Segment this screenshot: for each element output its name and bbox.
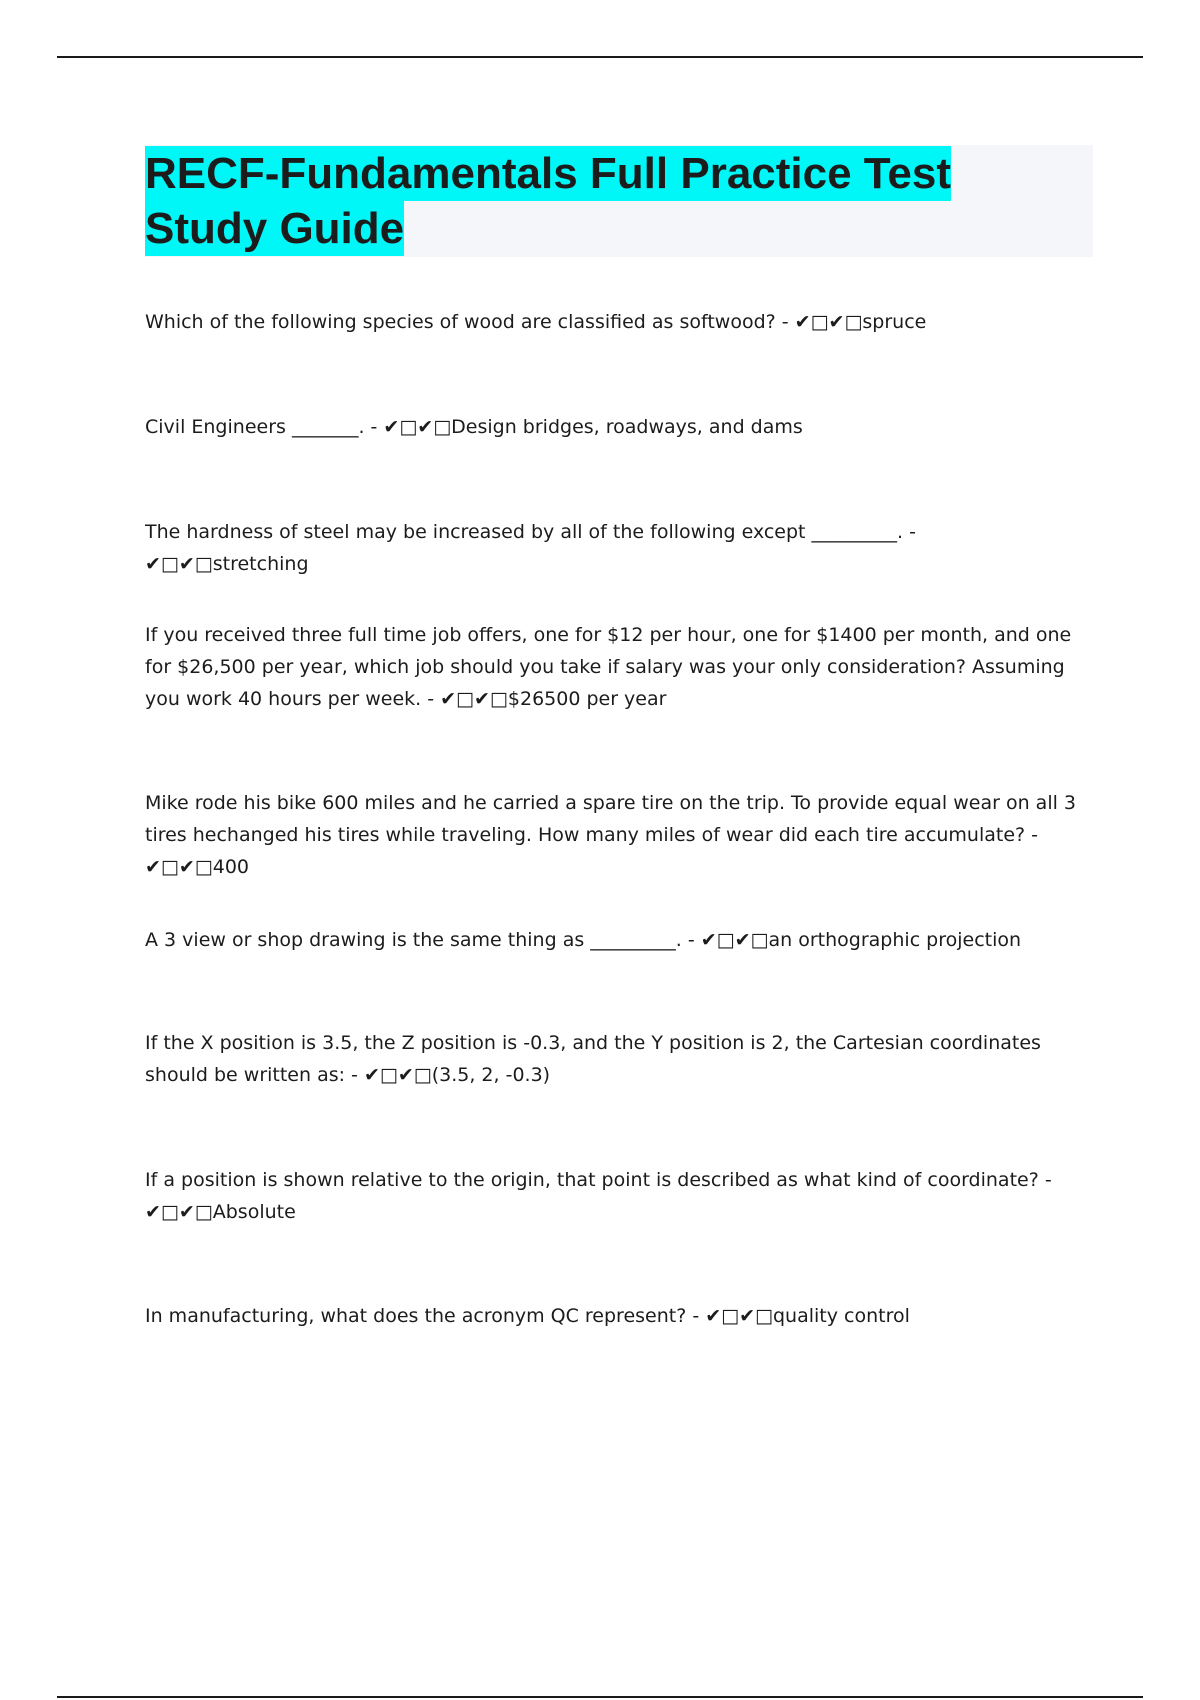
answer-text: $26500 per year — [507, 688, 667, 710]
checkmark-icon: ✔□✔□ — [383, 416, 452, 438]
answer-text: stretching — [212, 553, 309, 575]
checkmark-icon: ✔□✔□ — [363, 1064, 432, 1086]
question-text: A 3 view or shop drawing is the same thing as _________. - — [145, 929, 701, 951]
answer-text: quality control — [773, 1305, 910, 1327]
question-text: The hardness of steel may be increased by all of the following except _________. - — [145, 521, 916, 543]
qa-item — [145, 306, 1085, 338]
question-text: Which of the following species of wood are classified as softwood? - — [145, 311, 795, 333]
question-text: If the X position is 3.5, the Z position is -0.3, and the Y position is 2, the Cartesian coordinates should be written as: - — [145, 1032, 1041, 1086]
qa-item — [145, 411, 1085, 443]
page-title-line-2: Study Guide — [145, 201, 404, 256]
checkmark-icon: ✔□✔□ — [145, 1201, 213, 1223]
checkmark-icon: ✔□✔□ — [440, 688, 508, 710]
answer-text: Absolute — [212, 1201, 296, 1223]
footer-rule — [57, 1696, 1143, 1698]
qa-item — [145, 1164, 1085, 1228]
question-text: If a position is shown relative to the origin, that point is described as what kind of coordinate? - — [145, 1169, 1052, 1191]
answer-text: 400 — [212, 856, 250, 878]
question-text: If you received three full time job offers, one for $12 per hour, one for $1400 per month, and one for $26,500 per year, which job should you take if salary was your only consideration? Assuming you work 40 hours per week. - — [145, 624, 1072, 710]
question-text: In manufacturing, what does the acronym QC represent? - — [145, 1305, 706, 1327]
qa-item — [145, 516, 1085, 580]
answer-text: an orthographic projection — [768, 929, 1022, 951]
checkmark-icon: ✔□✔□ — [145, 856, 213, 878]
qa-item — [145, 1027, 1085, 1091]
question-text: Mike rode his bike 600 miles and he carried a spare tire on the trip. To provide equal wear on all 3 tires hechanged his tires while traveling. How many miles of wear did each tire accumulate? - — [145, 792, 1076, 846]
question-text: Civil Engineers _______. - — [145, 416, 384, 438]
qa-item — [145, 619, 1085, 715]
qa-item — [145, 787, 1085, 883]
answer-text: Design bridges, roadways, and dams — [451, 416, 803, 438]
checkmark-icon: ✔□✔□ — [145, 553, 213, 575]
qa-item — [145, 1300, 1085, 1332]
page-title-line-1: RECF-Fundamentals Full Practice Test — [145, 146, 951, 201]
header-rule — [57, 56, 1143, 58]
answer-text: spruce — [862, 311, 927, 333]
checkmark-icon: ✔□✔□ — [700, 929, 769, 951]
checkmark-icon: ✔□✔□ — [794, 311, 863, 333]
checkmark-icon: ✔□✔□ — [705, 1305, 773, 1327]
answer-text: (3.5, 2, -0.3) — [431, 1064, 551, 1086]
qa-item — [145, 924, 1085, 956]
